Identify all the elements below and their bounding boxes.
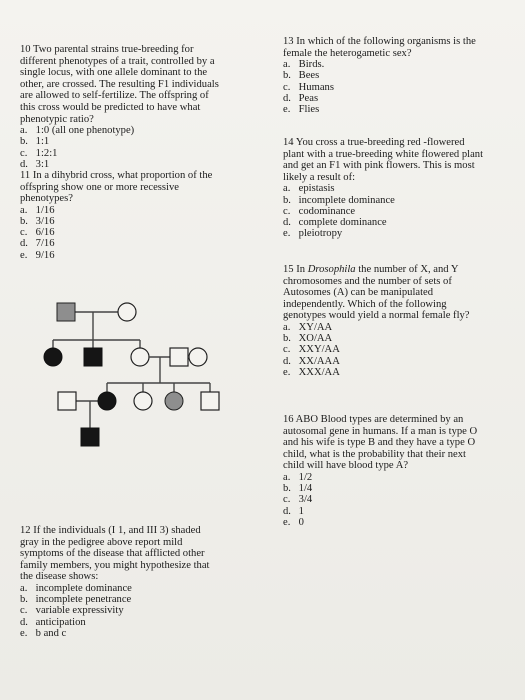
q11-option-letter: d. [20,238,28,250]
q15-stem-line: genotypes would yield a normal female fly? [283,310,470,322]
q14-stem-line: and get an F1 with pink flowers. This is most [283,160,475,172]
q10-stem-line: phenotypic ratio? [20,113,94,125]
q15-stem-line: chromosomes and the number of sets of [283,275,452,287]
q16-option-letter: e. [283,516,291,528]
q16-option[interactable] [283,506,523,517]
q16-option[interactable] [283,483,523,494]
q16-stem-line: 16 ABO Blood types are determined by an [283,414,464,425]
q15-option-letter: b. [283,333,291,345]
q13-option[interactable] [283,104,523,115]
q11-option-text: 3/16 [35,215,55,227]
q12-stem-line: the disease shows: [20,571,99,583]
question-11-stem [20,170,270,205]
pedigree-I2-unaffected-female [118,303,136,321]
question-10-stem [20,44,278,125]
q14-option-letter: d. [283,216,291,228]
pedigree-IV1-affected-male [81,428,99,446]
q16-option-text: 3/4 [298,494,313,506]
q15-option[interactable] [283,356,523,367]
question-13-stem [283,36,523,59]
q10-stem-line: this cross would be predicted to have what [20,101,201,113]
q15-option[interactable] [283,367,523,378]
q16-option-text: 1/2 [298,471,313,483]
q14-option-text: complete dominance [298,216,387,228]
q10-stem-line: 10 Two parental strains true-breeding for [20,44,194,55]
pedigree-I1-affected-gray-male [57,303,75,321]
q15-option-text: XXX/AA [298,366,340,378]
q13-option[interactable] [283,59,523,70]
q14-option-letter: c. [283,205,291,217]
q16-option[interactable] [283,494,523,505]
q13-option-letter: e. [283,104,291,115]
q12-option-text: b and c [35,627,67,639]
q15-option-letter: c. [283,344,291,356]
pedigree-III2-unaffected-female [134,392,152,410]
q12-option-text: variable expressivity [35,605,124,617]
q11-option[interactable] [20,238,270,249]
q12-option-letter: c. [20,605,28,617]
q14-option[interactable] [283,206,523,217]
q14-option[interactable] [283,228,523,239]
q12-option[interactable] [20,628,278,639]
pedigree-III1-affected-female [98,392,116,410]
pedigree-III-spouse-unaffected-male [58,392,76,410]
q13-option-letter: b. [283,70,291,82]
q15-option[interactable] [283,344,523,355]
q16-option-letter: d. [283,505,291,517]
q15-option[interactable] [283,322,523,333]
q13-stem-line: 13 In which of the following organisms is the [283,36,476,47]
q12-stem-line: symptoms of the disease that afflicted other [20,548,205,560]
q12-option-text: incomplete dominance [35,582,132,594]
q13-option[interactable] [283,93,523,104]
q15-stem-line: independently. Which of the following [283,298,447,310]
q12-option[interactable] [20,583,278,594]
q12-option-letter: b. [20,594,28,606]
q14-option[interactable] [283,195,523,206]
q12-stem-line: family members, you might hypothesize that [20,559,210,571]
q12-option-letter: a. [20,582,28,594]
q14-option-letter: b. [283,194,291,206]
q13-option-text: Bees [298,70,320,82]
q10-stem-line: are allowed to self-fertilize. The offspring of [20,90,209,102]
q15-option-text: XXY/AA [298,344,340,356]
q13-option-letter: d. [283,92,291,104]
question-14 [283,137,523,239]
q14-stem-line: 14 You cross a true-breeding red -flowered [283,137,465,148]
q14-option-text: epistasis [298,183,335,195]
q12-option-letter: e. [20,627,28,639]
q10-option-letter: a. [20,125,28,137]
q15-option-text: XY/AA [298,321,333,333]
q14-option-text: incomplete dominance [298,194,395,206]
question-12 [20,525,278,639]
q16-stem-line: child, what is the probability that their next [283,448,466,460]
question-13 [283,36,523,115]
question-15-organism: Drosophila [307,264,356,275]
q11-option-letter: a. [20,204,28,216]
question-10 [20,44,278,170]
q12-stem-line: 12 If the individuals (I 1, and III 3) shaded [20,525,201,536]
q12-option[interactable] [20,605,278,616]
q13-option-text: Peas [298,92,319,104]
q11-stem-line: phenotypes? [20,193,73,205]
q15-option-text: XX/AAA [298,355,340,367]
question-15-rest: the number of X, and Y [355,264,459,275]
q14-option-letter: a. [283,183,291,195]
pedigree-II4-unaffected-male [170,348,188,366]
pedigree-III3-affected-gray-female [165,392,183,410]
q11-stem-line: 11 In a dihybrid cross, what proportion of the [20,170,213,181]
q10-option[interactable] [20,148,278,159]
q16-option-text: 1/4 [298,483,313,495]
q10-stem-line: single locus, with one allele dominant to the [20,67,208,79]
q14-option-text: codominance [298,205,356,217]
question-15-prefix: 15 In [283,264,308,275]
q12-option-letter: d. [20,616,28,628]
q13-option-letter: a. [283,59,291,71]
pedigree-II1-affected-female [44,348,62,366]
q11-option-letter: c. [20,227,28,239]
q11-option[interactable] [20,216,270,227]
q10-stem-line: other, are crossed. The resulting F1 individuals [20,78,219,90]
q10-option-text: 1:2:1 [35,147,58,159]
q16-option-text: 0 [298,516,304,528]
q13-option-text: Flies [298,104,320,115]
q13-option[interactable] [283,82,523,93]
question-11 [20,170,270,261]
q16-option[interactable] [283,472,523,483]
q14-option-letter: e. [283,228,291,240]
q13-option-letter: c. [283,81,291,93]
q10-option[interactable] [20,125,278,136]
question-12-options [20,583,278,639]
q12-option[interactable] [20,594,278,605]
q14-stem-line: plant with a true-breeding white flowered plant [283,148,484,160]
q13-option[interactable] [283,70,523,81]
question-15-options [283,322,523,378]
q10-option-letter: b. [20,136,28,148]
q15-option-letter: d. [283,355,291,367]
question-16-options [283,472,523,528]
q10-option-letter: d. [20,158,28,170]
q13-option-text: Birds. [298,59,325,71]
q15-stem-line: Autosomes (A) can be manipulated [283,287,434,299]
question-15 [283,264,523,378]
q15-option-text: XO/AA [298,333,333,345]
q11-option-text: 6/16 [35,227,55,239]
q11-option-letter: e. [20,249,28,261]
q10-option[interactable] [20,136,278,147]
question-12-stem [20,525,278,583]
q14-option-text: pleiotropy [298,228,343,240]
q16-option[interactable] [283,517,523,528]
q10-option[interactable] [20,159,278,170]
q11-option-text: 1/16 [35,204,55,216]
q14-stem-line: likely a result of: [283,171,356,183]
q16-stem-line: child will have blood type A? [283,460,409,472]
q15-option-letter: e. [283,366,291,378]
pedigree-III4-unaffected-male [201,392,219,410]
question-11-options [20,205,270,261]
q11-stem-line: offspring show one or more recessive [20,181,179,193]
q14-option[interactable] [283,217,523,228]
q13-option-text: Humans [298,81,334,93]
question-15-stem [283,276,523,322]
pedigree-II3-unaffected-female [131,348,149,366]
q16-stem-line: autosomal gene in humans. If a man is type O [283,425,478,437]
q16-option-text: 1 [298,505,304,517]
q15-option[interactable] [283,333,523,344]
q14-option[interactable] [283,183,523,194]
q11-option[interactable] [20,205,270,216]
q10-stem-line: different phenotypes of a trait, controlled by a [20,55,215,67]
q15-option-letter: a. [283,321,291,333]
q10-option-text: 1:1 [35,136,50,148]
question-16 [283,414,523,528]
pedigree-II5-unaffected-female [189,348,207,366]
pedigree-chart [40,300,240,450]
q11-option[interactable] [20,227,270,238]
q12-stem-line: gray in the pedigree above report mild [20,536,183,548]
q11-option-letter: b. [20,215,28,227]
q10-option-text: 3:1 [35,158,50,170]
q12-option[interactable] [20,617,278,628]
question-16-stem [283,414,523,472]
q16-option-letter: b. [283,483,291,495]
question-14-options [283,183,523,239]
question-14-stem [283,137,523,183]
q10-option-text: 1:0 (all one phenotype) [35,125,135,137]
q16-option-letter: c. [283,494,291,506]
q11-option[interactable] [20,250,270,261]
q11-option-text: 9/16 [35,249,55,261]
q10-option-letter: c. [20,147,28,159]
q11-option-text: 7/16 [35,238,55,250]
question-13-options [283,59,523,115]
q13-stem-line: female the heterogametic sex? [283,47,412,59]
q12-option-text: anticipation [35,616,86,628]
q16-option-letter: a. [283,471,291,483]
q16-stem-line: and his wife is type B and they have a type O [283,437,476,449]
question-15-first-line [283,264,523,276]
q12-option-text: incomplete penetrance [35,594,132,606]
question-10-options [20,125,278,170]
pedigree-II2-affected-male [84,348,102,366]
